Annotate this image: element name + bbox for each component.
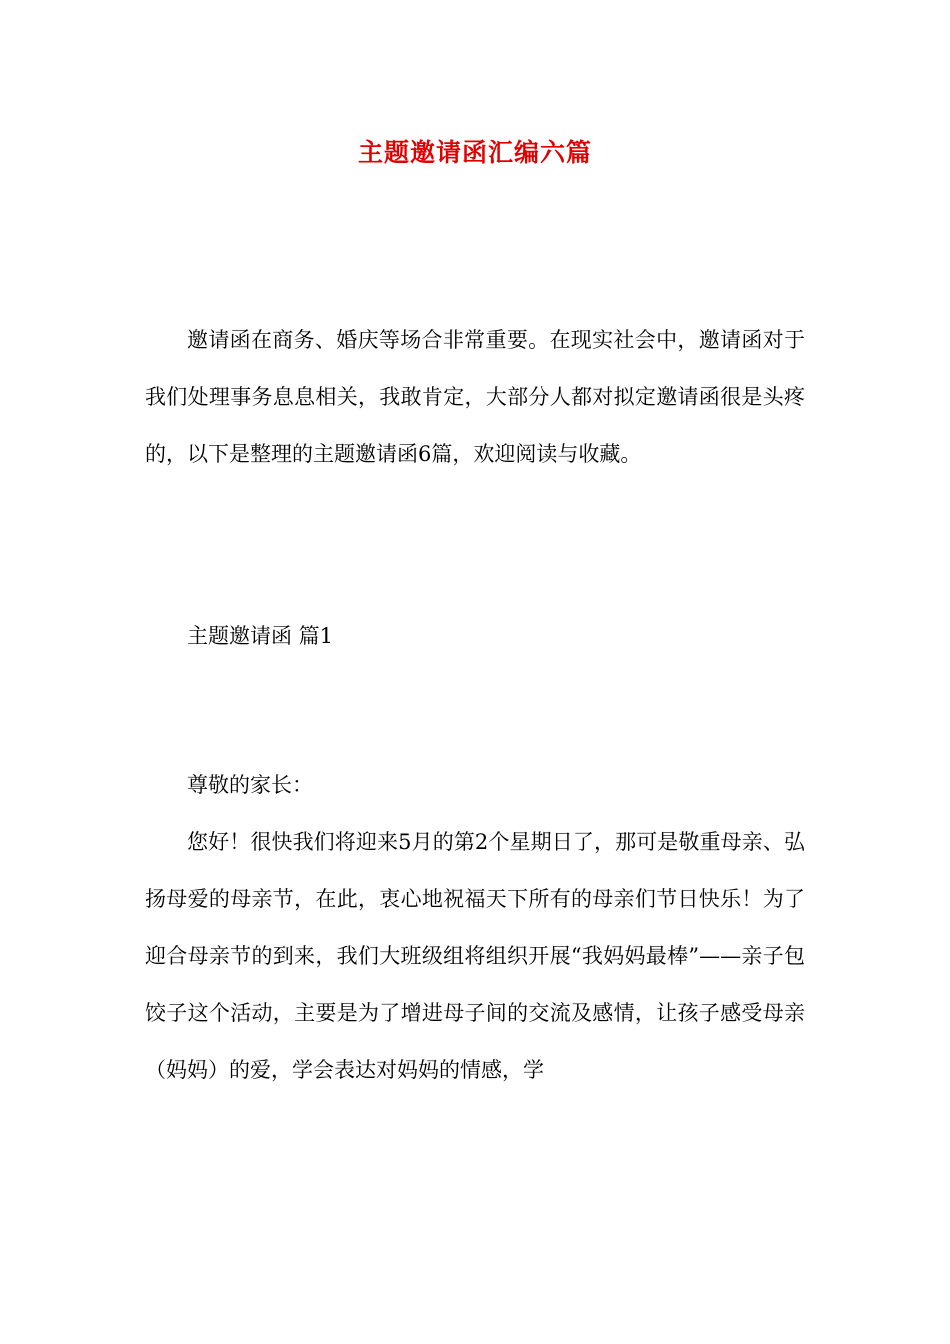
document-title: 主题邀请函汇编六篇 bbox=[357, 138, 592, 167]
section-heading-text: 主题邀请函 篇1 bbox=[187, 624, 334, 648]
letter-body bbox=[145, 814, 805, 1099]
letter-salutation bbox=[145, 757, 805, 814]
section-heading bbox=[145, 608, 805, 665]
intro-text: 邀请函在商务、婚庆等场合非常重要。在现实社会中，邀请函对于我们处理事务息息相关，我敢肯定，大部分人都对拟定邀请函很是头疼的，以下是整理的主题邀请函6篇，欢迎阅读与收藏。 bbox=[145, 328, 805, 466]
intro-paragraph bbox=[145, 312, 805, 483]
body-paragraph: 您好！很快我们将迎来5月的第2个星期日了，那可是敬重母亲、弘扬母爱的母亲节，在此，衷心地祝福天下所有的母亲们节日快乐！为了迎合母亲节的到来，我们大班级组将组织开展“我妈妈最棒”——亲子包饺子这个活动，主要是为了增进母子间的交流及感情，让孩子感受母亲（妈妈）的爱，学会表达对妈妈的情感，学 bbox=[145, 830, 805, 1082]
salutation-text: 尊敬的家长： bbox=[187, 773, 313, 797]
